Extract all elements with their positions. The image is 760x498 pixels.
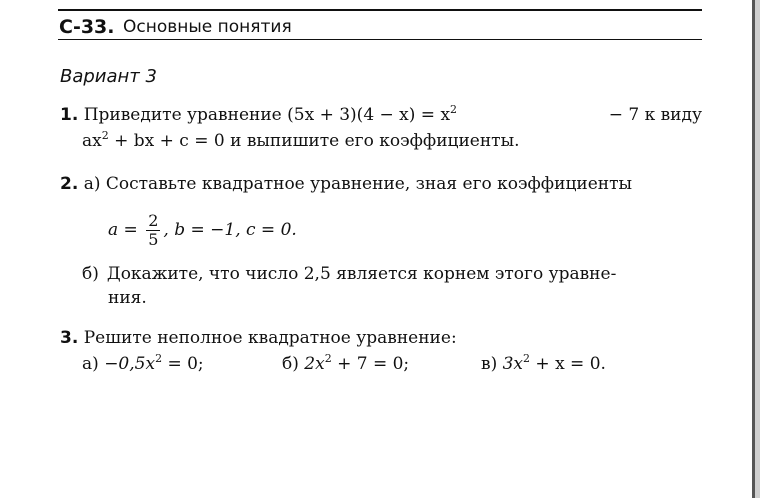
task-2-line-a [60, 174, 632, 194]
task-2-line-b [82, 264, 702, 284]
task-3a-tail: = 0; [162, 354, 204, 374]
task-1-exponent: 2 [450, 103, 458, 116]
task-2a-label: а) [83, 174, 101, 194]
task-3-text: Решите неполное квадратное уравнение: [83, 328, 457, 348]
task-3c-expr: 3x [502, 354, 524, 374]
section-code: С-33. [59, 16, 115, 38]
frame-border [752, 0, 755, 498]
section-title: Основные понятия [123, 17, 292, 37]
task-3b-tail: + 7 = 0; [331, 354, 410, 374]
task-2b-text-line-1: Докажите, что число 2,5 является корнем этого уравне- [106, 264, 617, 284]
task-2-coefficients [108, 210, 297, 250]
task-3b-exp: 2 [324, 352, 332, 365]
task-1-number: 1. [60, 105, 79, 125]
task-3c-label: в) [481, 354, 498, 374]
task-3b-label: б) [282, 354, 299, 374]
task-2a-text: Составьте квадратное уравнение, зная его коэффициенты [105, 174, 633, 194]
task-1-text: Приведите уравнение (5x + 3)(4 − x) = x [83, 105, 451, 125]
coef-rest: , b = −1, c = 0. [163, 220, 297, 240]
task-1-line-1 [60, 105, 702, 125]
top-rule [58, 9, 702, 11]
frame-shadow [755, 0, 760, 498]
coef-a-label: a = [108, 220, 138, 240]
task-1-text-tail: − 7 к виду [608, 105, 702, 125]
header-rule [58, 39, 702, 40]
task-3a-exp: 2 [155, 352, 163, 365]
task-3c-exp: 2 [523, 352, 531, 365]
task-2b-label: б) [82, 264, 99, 284]
task-1-line-2 [82, 131, 520, 151]
task-3-item-a [82, 354, 204, 374]
task-1-form-exponent: 2 [101, 129, 109, 142]
task-3-item-b [282, 354, 409, 374]
task-2b-text [107, 264, 702, 284]
task-3a-label: а) [82, 354, 99, 374]
task-2-number: 2. [60, 174, 79, 194]
task-1-form-tail: + bx + c = 0 и выпишите его коэффициенты. [108, 131, 520, 151]
variant-heading: Вариант 3 [60, 66, 157, 87]
fraction-two-fifths [146, 212, 160, 249]
task-3-line [60, 328, 457, 348]
fraction-numerator: 2 [148, 211, 159, 230]
task-3-item-c [481, 354, 606, 374]
task-3-number: 3. [60, 328, 79, 348]
fraction-denominator: 5 [148, 230, 159, 249]
task-3a-expr: −0,5x [104, 354, 156, 374]
task-3b-expr: 2x [304, 354, 325, 374]
task-3c-tail: + x = 0. [530, 354, 606, 374]
task-2b-text-line-2: ния. [108, 288, 147, 308]
task-1-form-start: ax [82, 131, 102, 151]
